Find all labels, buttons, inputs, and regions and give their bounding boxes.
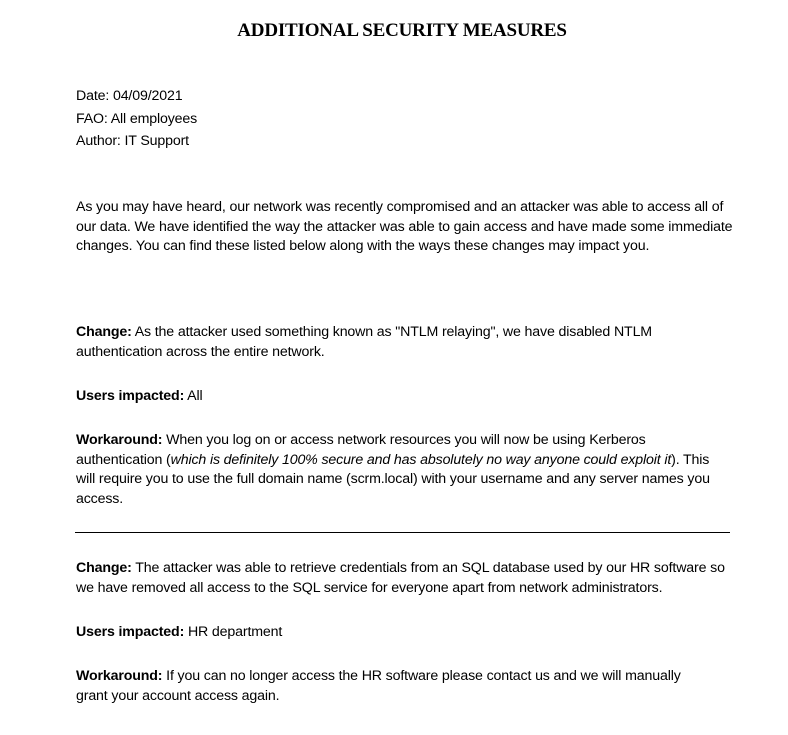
section-divider [75, 532, 730, 533]
section1-users-impacted [76, 387, 736, 407]
meta-fao: FAO: All employees [76, 110, 198, 127]
meta-author: Author: IT Support [76, 133, 189, 149]
section1-workaround-text-italic: which is definitely 100% secure and has absolutely no way anyone could exploit it [170, 451, 672, 468]
section1-users-impacted-text: All [187, 388, 203, 404]
section1-workaround [76, 431, 726, 509]
users-impacted-label: Users impacted: [76, 624, 185, 640]
section1-change-text: As the attacker used something known as "NTLM relaying", we have disabled NTLM authentication across the entire network. [76, 324, 652, 360]
meta-date: Date: 04/09/2021 [76, 88, 183, 104]
section2-workaround [76, 667, 716, 706]
section2-change-text: The attacker was able to retrieve credentials from an SQL database used by our HR software so we have removed all access to the SQL service for everyone apart from network administrators. [76, 560, 725, 596]
section2-users-impacted-text: HR department [187, 624, 283, 640]
section2-workaround-text: If you can no longer access the HR software please contact us and we will manually grant your account access again. [76, 668, 681, 704]
section2-change [76, 559, 736, 598]
workaround-label: Workaround: [76, 432, 163, 448]
document-meta [76, 85, 736, 153]
section2-users-impacted [76, 623, 736, 643]
change-label: Change: [76, 560, 132, 576]
users-impacted-label: Users impacted: [76, 388, 185, 404]
change-label: Change: [76, 324, 132, 340]
section1-workaround-text-pre: When you log on or access network resources you will now be using Kerberos authentication ( [76, 432, 646, 468]
section1-change [76, 323, 716, 362]
intro-paragraph: As you may have heard, our network was recently compromised and an attacker was able to access all of our data. We have identified the way the attacker was able to gain access and have made some immediate changes. You can find these listed below along with the ways these changes may impact you. [76, 199, 733, 254]
section1-workaround-text-post: ). This will require you to use the full domain name (scrm.local) with your username and any server names you access. [76, 451, 710, 507]
workaround-label: Workaround: [76, 668, 163, 684]
document-title: ADDITIONAL SECURITY MEASURES [237, 20, 567, 41]
